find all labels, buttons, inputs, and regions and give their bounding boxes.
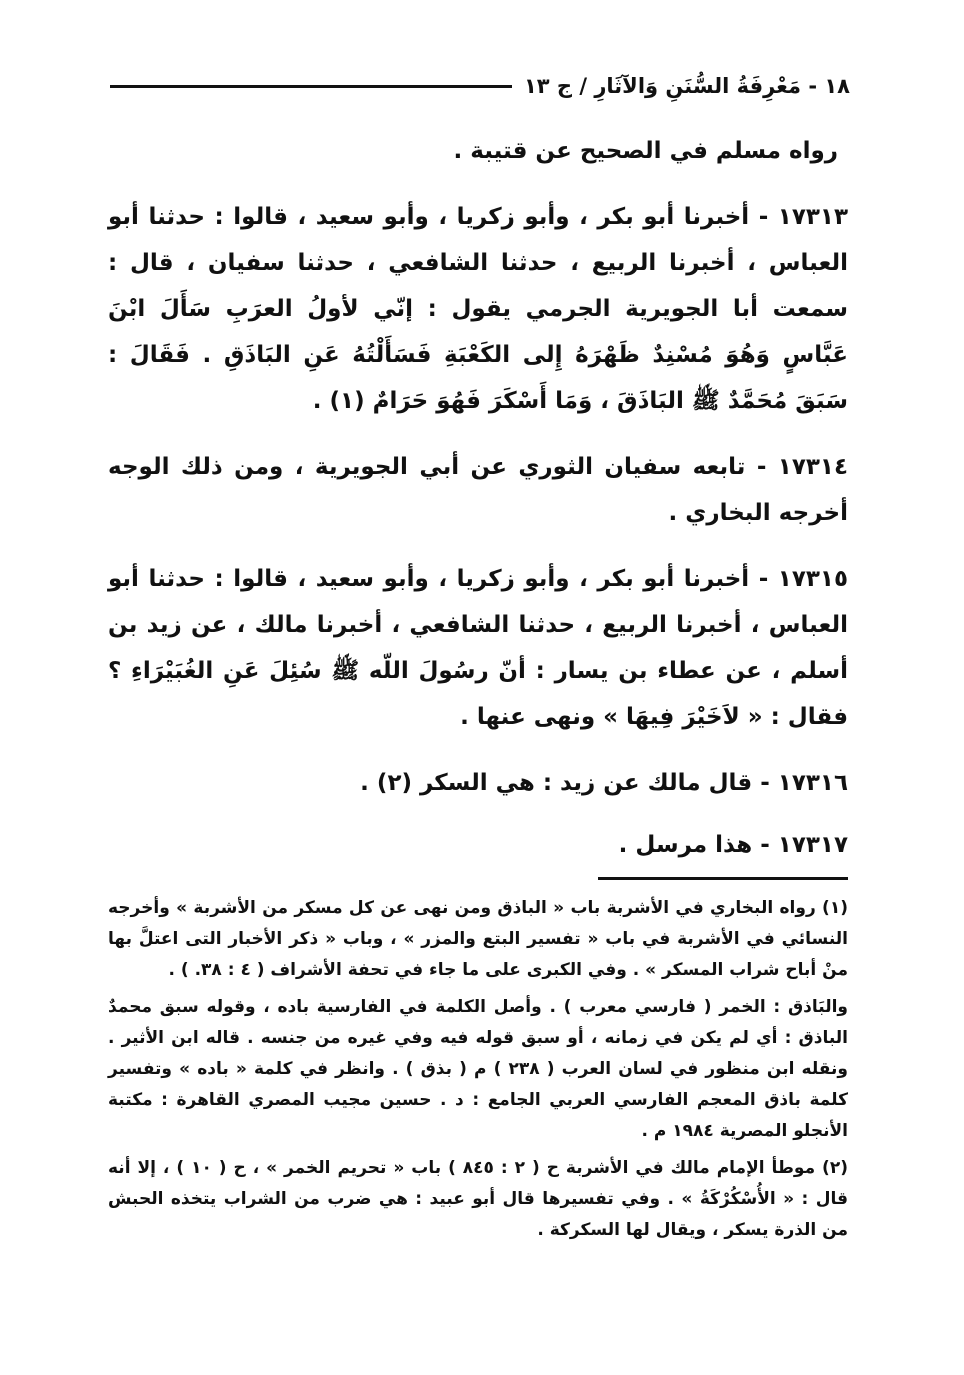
page-header [110, 66, 850, 106]
paragraph-narration-note: رواه مسلم في الصحيح عن قتيبة . [453, 138, 838, 164]
footnote-2: (٢) موطأ الإمام مالك في الأشربة ح ( ٢ : ٨٤٥ ) باب « تحريم الخمر » ، ح ( ١٠ ) ، إلا أنه قال : « الأُسْكُرْكَةُ » . وفي تفسيرها قال أبو عبيد : هي ضرب من الشراب يتخذه الحبش من الذرة يسكر ، ويقال لها السكركة . [108, 1158, 849, 1240]
footnote-1-continued: والبَاذق : الخمر ( فارسي معرب ) . وأصل الكلمة في الفارسية باده ، وقوله سبق محمدٌ الباذق : أي لم يكن في زمانه ، أو سبق قوله فيه وفي غيره من جنسه . قاله ابن الأثير . ونقله ابن منظور في لسان العرب ( ٢٣٨ ) م ( بذق ) . وانظر في كلمة « باده » وتفسير كلمة باذق المعجم الفارسي العربي الجامع : د . حسين مجيب المصري القاهرة : مكتبة الأنجلو المصرية ١٩٨٤ م . [108, 997, 848, 1141]
footnote-separator [598, 877, 848, 880]
header-rule [110, 85, 512, 88]
running-header-title: ١٨ - مَعْرِفَةُ السُّنَنِ وَالآثَارِ / ج ١٣ [523, 74, 850, 98]
main-text [108, 128, 848, 888]
footnotes [108, 893, 848, 1252]
hadith-17317: ١٧٣١٧ - هذا مرسل . [618, 832, 848, 858]
hadith-17314: ١٧٣١٤ - تابعه سفيان الثوري عن أبي الجويرية ، ومن ذلك الوجه أخرجه البخاري . [108, 454, 848, 526]
hadith-17316: ١٧٣١٦ - قال مالك عن زيد : هي السكر (٢) . [360, 770, 848, 796]
hadith-17315: ١٧٣١٥ - أخبرنا أبو بكر ، وأبو زكريا ، وأبو سعيد ، قالوا : حدثنا أبو العباس ، أخبرنا الربيع ، حدثنا الشافعي ، أخبرنا مالك ، عن زيد بن أسلم ، عن عطاء بن يسار : أنّ رسُولَ اللّه ﷺ سُئِلَ عَنِ الغُبَيْرَاءِ ؟ فقال : « لاَخَيْرَ فِيهَا » ونهى عنها . [108, 566, 848, 730]
footnote-1: (١) رواه البخاري في الأشربة باب « الباذق ومن نهى عن كل مسكر من الأشربة » وأخرجه النسائي في الأشربة في باب « تفسير البتع والمزر » ، وباب « ذكر الأخبار التى اعتلَّ بها منْ أباح شراب المسكر » . وفي الكبرى على ما جاء في تحفة الأشراف ( ٤ : ٣٨. ) . [108, 898, 848, 980]
hadith-17313: ١٧٣١٣ - أخبرنا أبو بكر ، وأبو زكريا ، وأبو سعيد ، قالوا : حدثنا أبو العباس ، أخبرنا الربيع ، حدثنا الشافعي ، حدثنا سفيان ، قال : سمعت أبا الجويرية الجرمي يقول : إنّي لأولُ العرَبِ سَأَلَ ابْنَ عَبَّاسٍ وَهُوَ مُسْنِدٌ ظَهْرَهُ إِلى الكَعْبَةِ فَسَأَلْتُهُ عَنِ البَاذَقِ . فَقَالَ : سَبَقَ مُحَمَّدٌ ﷺ البَاذَقَ ، وَمَا أَسْكَرَ فَهُوَ حَرَامٌ (١) . [108, 204, 848, 414]
